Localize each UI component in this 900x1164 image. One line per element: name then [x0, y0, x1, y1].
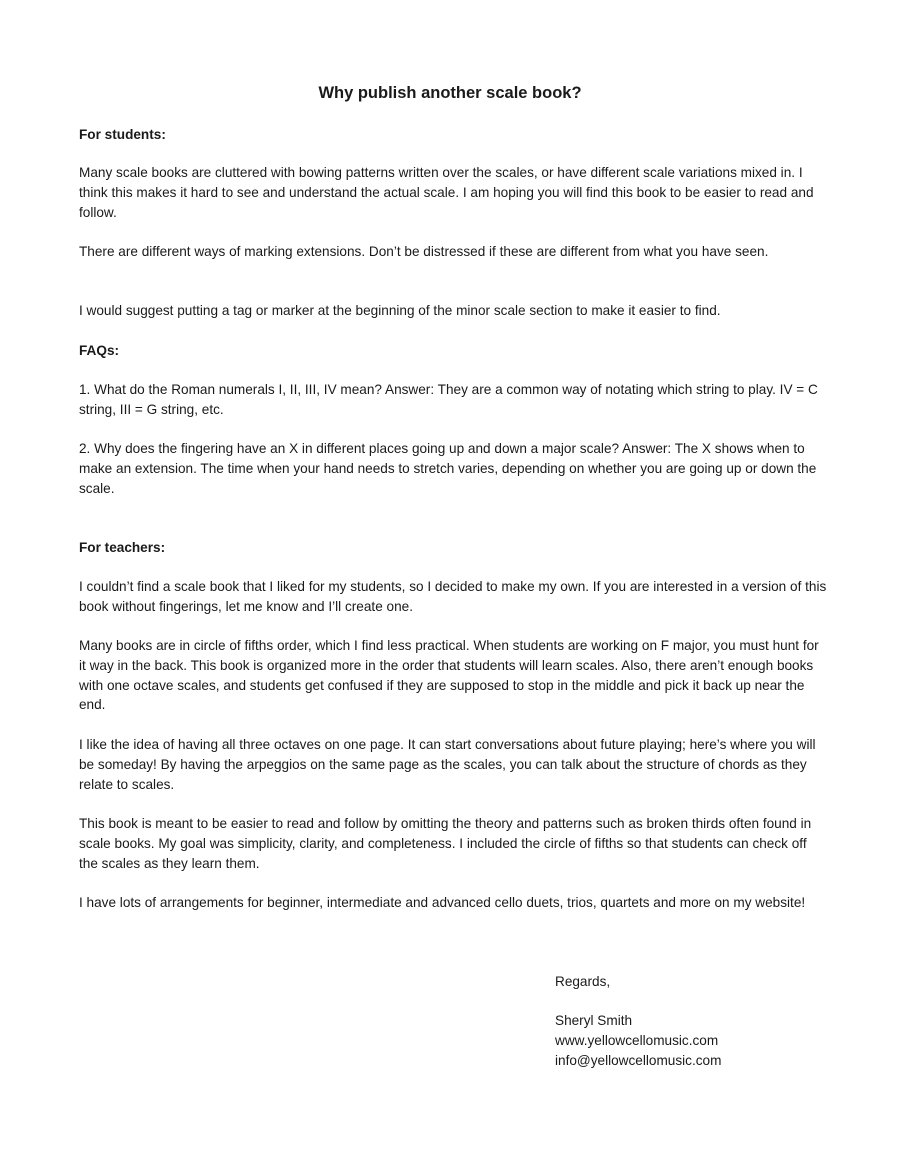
faq-item-2: 2. Why does the fingering have an X in different places going up and down a major scale? Answer: The X shows when to make an extension. The time when your hand needs to stretch varies, depending on whether you are going up or down the scale.	[79, 441, 817, 496]
students-paragraph-2: There are different ways of marking extensions. Don’t be distressed if these are different from what you have seen.	[79, 244, 769, 259]
faq-item-1: 1. What do the Roman numerals I, II, III, IV mean? Answer: They are a common way of notating which string to play. IV = C string, III = G string, etc.	[79, 382, 818, 417]
teachers-heading: For teachers:	[79, 540, 166, 555]
teachers-paragraph-1: I couldn’t find a scale book that I liked for my students, so I decided to make my own. If you are interested in a version of this book without fingerings, let me know and I’ll create one.	[79, 579, 827, 614]
signature-website: www.yellowcellomusic.com	[555, 1033, 719, 1048]
signature-closing: Regards,	[555, 974, 611, 989]
students-paragraph-3: I would suggest putting a tag or marker at the beginning of the minor scale section to make it easier to find.	[79, 303, 721, 318]
page-title: Why publish another scale book?	[318, 84, 582, 102]
signature-email: info@yellowcellomusic.com	[555, 1053, 722, 1068]
teachers-paragraph-4: This book is meant to be easier to read and follow by omitting the theory and patterns such as broken thirds often found in scale books. My goal was simplicity, clarity, and completeness. I included the circle of fifths so that students can check off the scales as they learn them.	[79, 816, 812, 871]
teachers-paragraph-5: I have lots of arrangements for beginner, intermediate and advanced cello duets, trios, quartets and more on my website!	[79, 895, 806, 910]
teachers-paragraph-2: Many books are in circle of fifths order, which I find less practical. When students are working on F major, you must hunt for it way in the back. This book is organized more in the order that students will learn scales. Also, there aren’t enough books with one octave scales, and students get confused if they are supposed to stop in the middle and pick it back up near the end.	[79, 638, 819, 713]
faqs-heading: FAQs:	[79, 343, 120, 358]
teachers-paragraph-3: I like the idea of having all three octaves on one page. It can start conversations about future playing; here’s where you will be someday! By having the arpeggios on the same page as the scales, you can talk about the structure of chords as they relate to scales.	[79, 737, 816, 792]
students-paragraph-1: Many scale books are cluttered with bowing patterns written over the scales, or have different scale variations mixed in. I think this makes it hard to see and understand the actual scale. I am hoping you will find this book to be easier to read and follow.	[79, 165, 814, 220]
signature-name: Sheryl Smith	[555, 1013, 633, 1028]
students-heading: For students:	[79, 127, 166, 142]
